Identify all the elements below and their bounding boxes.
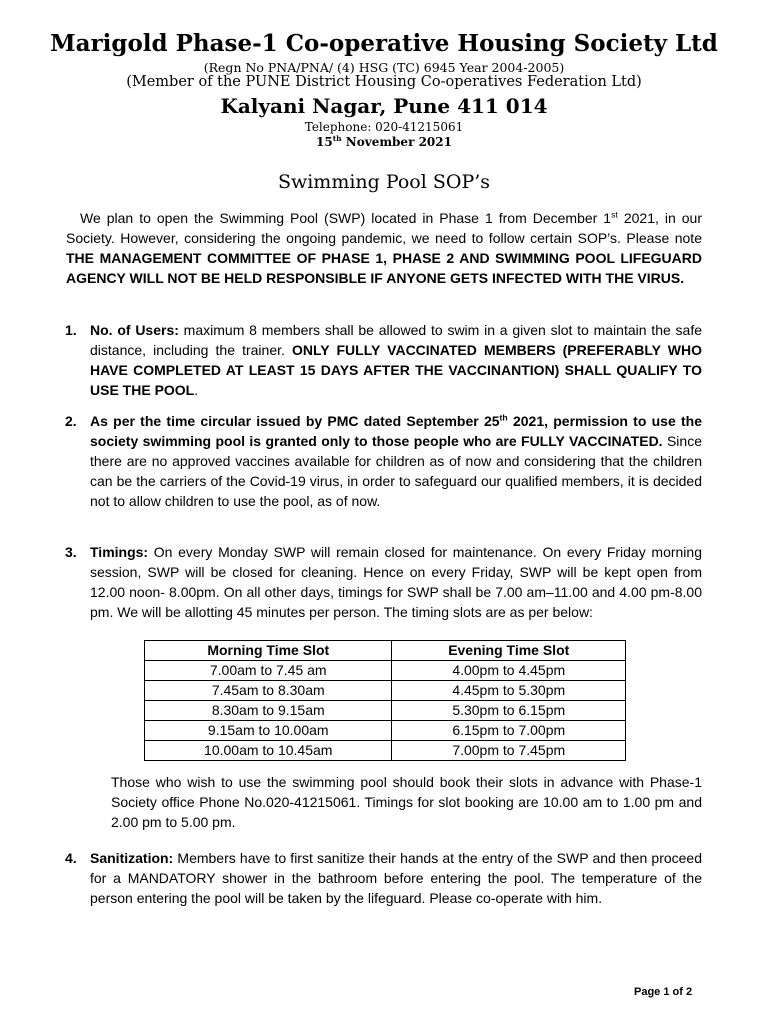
evening-slot-cell: 7.00pm to 7.45pm xyxy=(392,741,626,761)
telephone: Telephone: 020-41215061 xyxy=(304,120,464,134)
item-label: Timings: xyxy=(90,544,149,560)
morning-slot-cell: 7.45am to 8.30am xyxy=(145,681,392,701)
date-day: 15 xyxy=(316,135,333,149)
item-number: 1. xyxy=(65,322,77,338)
intro-sup: st xyxy=(611,209,618,220)
table-header-row xyxy=(145,641,626,661)
morning-slot-cell: 10.00am to 10.45am xyxy=(145,741,392,761)
item-label: No. of Users: xyxy=(90,322,179,338)
item-number: 4. xyxy=(65,850,77,866)
item-number: 2. xyxy=(65,413,77,429)
item-end: . xyxy=(194,382,199,398)
document-date xyxy=(0,135,768,149)
document-title: Swimming Pool SOP’s xyxy=(277,171,491,193)
list-item-pmc-circular xyxy=(65,411,702,511)
evening-slot-cell: 6.15pm to 7.00pm xyxy=(392,721,626,741)
society-address: Kalyani Nagar, Pune 411 014 xyxy=(220,94,548,118)
morning-slot-cell: 9.15am to 10.00am xyxy=(145,721,392,741)
time-slots-table xyxy=(144,640,626,761)
evening-slot-cell: 5.30pm to 6.15pm xyxy=(392,701,626,721)
registration-number: (Regn No PNA/PNA/ (4) HSG (TC) 6945 Year 2004-2005) xyxy=(203,60,565,75)
item-bold-sup: th xyxy=(499,412,508,423)
booking-note: Those who wish to use the swimming pool should book their slots in advance with Phase-1 Society office Phone No.020-41215061. Timings for slot booking are 10.00 am to 1.00 pm and 2.00 pm to 5.00 pm. xyxy=(111,774,702,830)
table-row xyxy=(145,681,626,701)
item-text: Members have to first sanitize their hands at the entry of the SWP and then proceed for a MANDATORY shower in the bathroom before entering the pool. The temperature of the person entering the pool will be taken by the lifeguard. Please co-operate with him. xyxy=(90,850,702,906)
intro-part2: 2021, in our Society. However, considering the ongoing pandemic, we need to follow certain SOP’s. Please note xyxy=(66,210,702,246)
evening-slot-cell: 4.00pm to 4.45pm xyxy=(392,661,626,681)
society-name: Marigold Phase-1 Co-operative Housing Society Ltd xyxy=(50,30,718,57)
evening-slot-cell: 4.45pm to 5.30pm xyxy=(392,681,626,701)
morning-slot-cell: 7.00am to 7.45 am xyxy=(145,661,392,681)
date-rest: November 2021 xyxy=(345,135,452,149)
list-item-timings xyxy=(65,542,702,622)
date-suffix: th xyxy=(332,134,342,143)
item-bold-b: 2021, permission to use the society swimming pool is granted only to those people who are FULLY VACCINATED. xyxy=(90,413,702,449)
table-row xyxy=(145,701,626,721)
table-row xyxy=(145,741,626,761)
morning-slot-header: Morning Time Slot xyxy=(145,641,392,661)
federation-membership: (Member of the PUNE District Housing Co-operatives Federation Ltd) xyxy=(126,74,642,90)
item-text: maximum 8 members shall be allowed to swim in a given slot to maintain the safe distance, including the trainer. xyxy=(90,322,703,358)
item-text: On every Monday SWP will remain closed for maintenance. On every Friday morning session, SWP will be closed for cleaning. Hence on every Friday, SWP will be kept open from 12.00 noon- 8.00pm. On all other days, timings for SWP shall be 7.00 am–11.00 and 4.00 pm-8.00 pm. We will be allotting 45 minutes per person. The timing slots are as per below: xyxy=(90,544,702,620)
morning-slot-cell: 8.30am to 9.15am xyxy=(145,701,392,721)
item-bold-a: As per the time circular issued by PMC dated September 25 xyxy=(90,413,500,429)
item-number: 3. xyxy=(65,544,77,560)
list-item-sanitization xyxy=(65,848,702,908)
intro-disclaimer: THE MANAGEMENT COMMITTEE OF PHASE 1, PHASE 2 AND SWIMMING POOL LIFEGUARD AGENCY WILL NOT BE HELD RESPONSIBLE IF ANYONE GETS INFECTED WITH THE VIRUS. xyxy=(66,250,702,286)
page-number: Page 1 of 2 xyxy=(634,986,693,998)
intro-part1: We plan to open the Swimming Pool (SWP) located in Phase 1 from December 1 xyxy=(80,210,612,226)
table-row xyxy=(145,721,626,741)
table-row xyxy=(145,661,626,681)
evening-slot-header: Evening Time Slot xyxy=(392,641,626,661)
item-text: Since there are no approved vaccines available for children as of now and considering that the children can be the carriers of the Covid-19 virus, in order to safeguard our qualified members, it is decided not to allow children to use the pool, as of now. xyxy=(90,433,702,509)
item-bold-text: ONLY FULLY VACCINATED MEMBERS (PREFERABLY WHO HAVE COMPLETED AT LEAST 15 DAYS AFTER THE VACCINANTION) SHALL QUALIFY TO USE THE POOL xyxy=(90,342,702,398)
item-label: Sanitization: xyxy=(90,850,174,866)
list-item-users xyxy=(65,320,703,400)
intro-paragraph xyxy=(66,208,702,288)
